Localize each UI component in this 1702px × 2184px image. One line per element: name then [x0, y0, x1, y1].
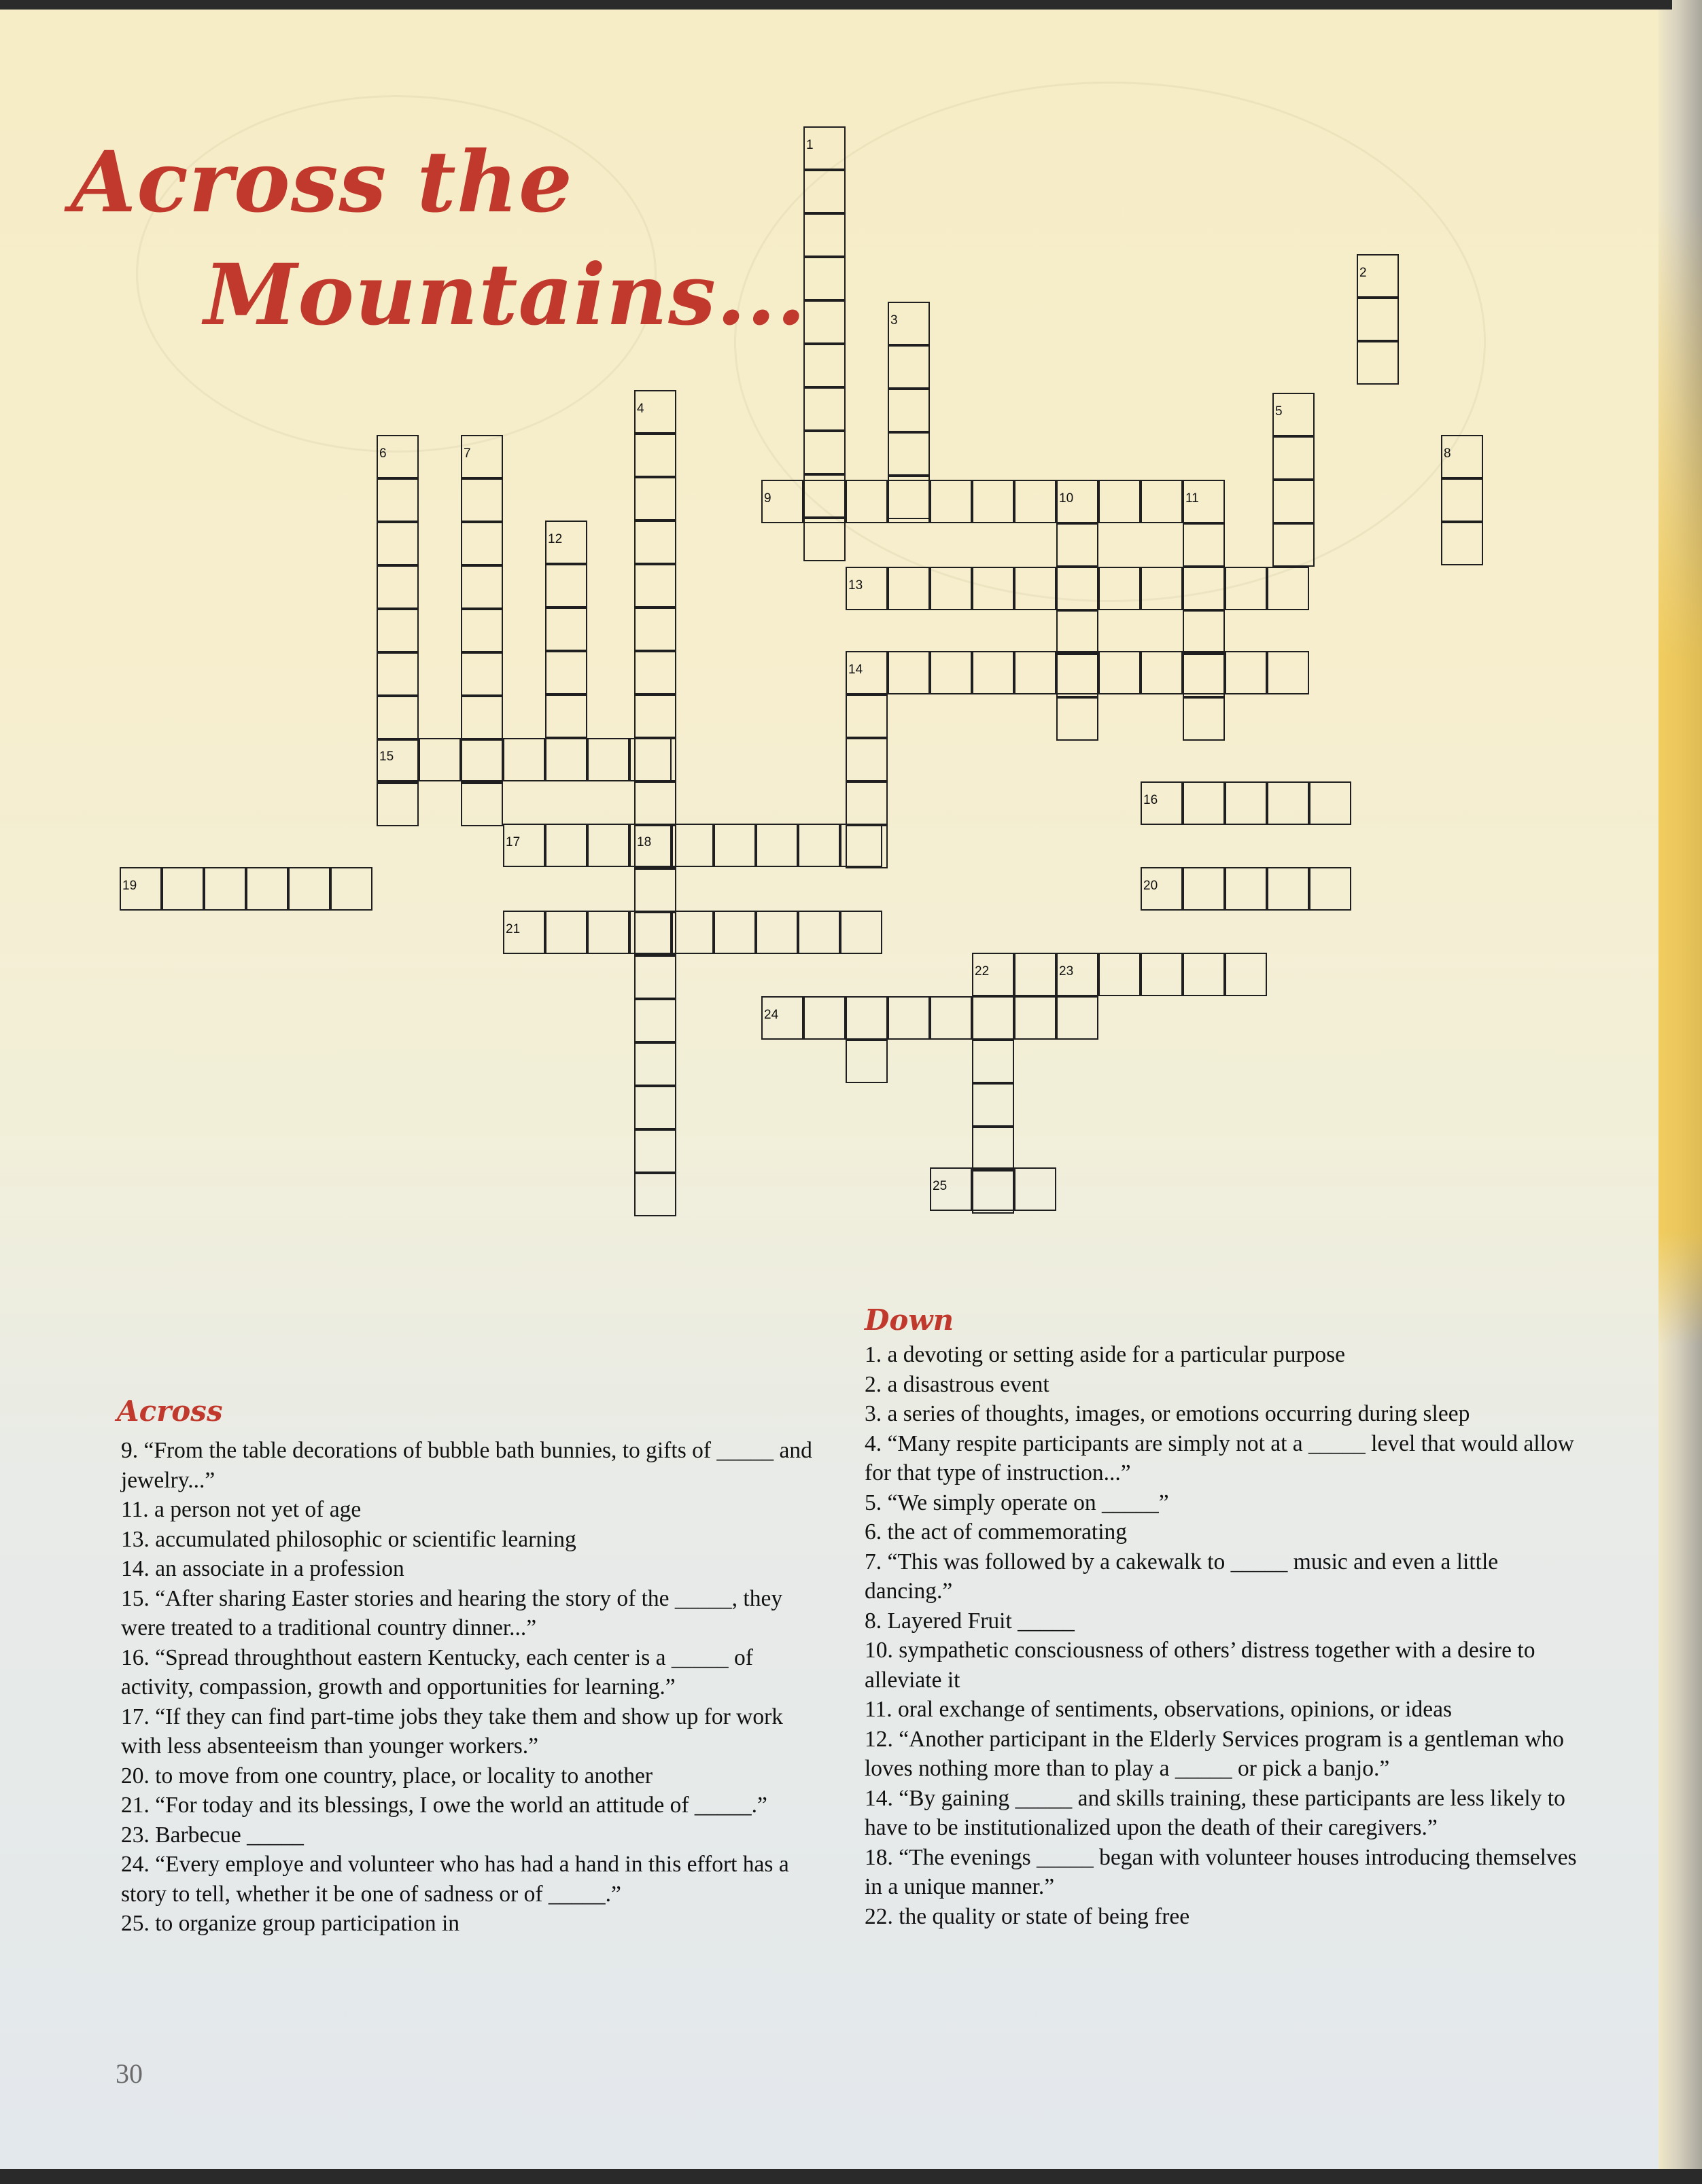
crossword-cell[interactable] — [1183, 610, 1225, 654]
crossword-cell[interactable] — [461, 522, 503, 565]
crossword-cell[interactable] — [1225, 567, 1267, 610]
clue-number: 15 — [379, 750, 394, 764]
crossword-cell[interactable] — [634, 1129, 676, 1173]
crossword-cell[interactable] — [377, 478, 419, 522]
crossword-cell[interactable] — [888, 480, 930, 523]
crossword-cell[interactable] — [461, 478, 503, 522]
down-clue: 6. the act of commemorating — [865, 1519, 1128, 1545]
crossword-cell[interactable] — [1141, 651, 1183, 694]
crossword-cell[interactable] — [1267, 867, 1309, 911]
crossword-cell[interactable] — [1183, 781, 1225, 825]
across-clue: 23. Barbecue _____ — [121, 1822, 304, 1848]
clue-number: 17 — [506, 835, 521, 849]
crossword-cell[interactable] — [1056, 523, 1098, 567]
crossword-cell[interactable] — [972, 567, 1014, 610]
crossword-cell[interactable] — [634, 521, 676, 564]
crossword-cell[interactable] — [1014, 651, 1056, 694]
crossword-cell[interactable] — [461, 565, 503, 609]
across-clue: 25. to organize group participation in — [121, 1911, 460, 1936]
crossword-cell[interactable] — [162, 867, 204, 911]
crossword-cell[interactable] — [503, 738, 545, 781]
crossword-cell[interactable] — [288, 867, 330, 911]
crossword-cell[interactable] — [330, 867, 372, 911]
crossword-cell[interactable] — [1225, 867, 1267, 911]
clue-number: 3 — [890, 313, 898, 328]
crossword-cell[interactable] — [1272, 480, 1315, 523]
across-clue: 14. an associate in a profession — [121, 1556, 404, 1581]
down-clue: 10. sympathetic consciousness of others’ distress together with a desire to alleviate it — [865, 1638, 1535, 1693]
crossword-cell[interactable] — [1014, 1167, 1056, 1211]
crossword-cell[interactable] — [1014, 480, 1056, 523]
crossword-cell[interactable] — [461, 696, 503, 739]
crossword-cell[interactable] — [803, 431, 846, 474]
crossword-cell[interactable] — [545, 824, 587, 867]
crossword-cell[interactable] — [1225, 781, 1267, 825]
down-clue: 22. the quality or state of being free — [865, 1903, 1190, 1929]
crossword-cell[interactable] — [1098, 651, 1141, 694]
crossword-cell[interactable] — [634, 781, 676, 825]
crossword-cell[interactable] — [634, 564, 676, 607]
clue-number: 8 — [1444, 446, 1451, 461]
crossword-cell[interactable] — [930, 567, 972, 610]
title-line-1: Across the — [71, 133, 573, 232]
crossword-cell[interactable] — [246, 867, 288, 911]
across-heading: Across — [117, 1394, 223, 1428]
clue-number: 10 — [1059, 491, 1074, 506]
crossword-cell[interactable] — [1014, 567, 1056, 610]
crossword-cell[interactable] — [972, 480, 1014, 523]
crossword-cell[interactable] — [1014, 953, 1056, 996]
down-clue: 5. “We simply operate on _____” — [865, 1490, 1169, 1515]
crossword-cell[interactable] — [756, 911, 798, 954]
crossword-cell[interactable] — [798, 911, 840, 954]
crossword-cell[interactable] — [634, 955, 676, 999]
crossword-cell[interactable] — [1056, 651, 1098, 694]
crossword-cell[interactable] — [1441, 478, 1483, 522]
crossword-cell[interactable] — [545, 694, 587, 738]
clue-number: 13 — [848, 578, 863, 593]
crossword-cell[interactable] — [930, 996, 972, 1040]
page-number: 30 — [116, 2058, 143, 2089]
crossword-cell[interactable] — [846, 1040, 888, 1083]
crossword-cell[interactable] — [377, 652, 419, 696]
crossword-cell[interactable] — [1357, 341, 1399, 385]
crossword-cell[interactable] — [1183, 523, 1225, 567]
crossword-cell[interactable] — [1183, 697, 1225, 741]
clue-number: 4 — [637, 402, 644, 416]
crossword-cell[interactable] — [634, 477, 676, 521]
across-clue: 11. a person not yet of age — [121, 1497, 362, 1522]
crossword-cell[interactable] — [1056, 697, 1098, 741]
down-clue: 18. “The evenings _____ began with volunteer houses introducing themselves in a unique manner.” — [865, 1844, 1577, 1899]
crossword-cell[interactable] — [803, 344, 846, 387]
scan-border-top — [0, 0, 1672, 10]
crossword-cell[interactable] — [545, 651, 587, 694]
crossword-cell[interactable] — [798, 824, 840, 867]
crossword-cell[interactable] — [634, 868, 676, 912]
crossword-cell[interactable] — [461, 652, 503, 696]
down-clue: 1. a devoting or setting aside for a particular purpose — [865, 1342, 1346, 1367]
crossword-cell[interactable] — [1267, 651, 1309, 694]
crossword-cell[interactable] — [972, 1167, 1014, 1211]
clue-number: 24 — [764, 1008, 779, 1022]
crossword-cell[interactable] — [756, 824, 798, 867]
crossword-cell[interactable] — [1183, 867, 1225, 911]
crossword-cell[interactable] — [1098, 953, 1141, 996]
clue-number: 19 — [122, 879, 137, 893]
crossword-cell[interactable] — [972, 1040, 1014, 1083]
crossword-cell[interactable] — [972, 996, 1014, 1040]
crossword-cell[interactable] — [803, 387, 846, 431]
crossword-cell[interactable] — [1309, 867, 1351, 911]
clue-number: 23 — [1059, 964, 1074, 979]
crossword-cell[interactable] — [1267, 781, 1309, 825]
across-clue: 16. “Spread throughthout eastern Kentucky, each center is a _____ of activity, compassion, growth and opportunities for learning.” — [121, 1644, 753, 1699]
clue-number: 16 — [1143, 793, 1158, 807]
crossword-cell[interactable] — [1014, 996, 1056, 1040]
crossword-cell[interactable] — [1183, 567, 1225, 610]
clue-number: 21 — [506, 922, 521, 936]
crossword-cell[interactable] — [803, 170, 846, 213]
crossword-cell[interactable] — [629, 911, 672, 954]
crossword-cell[interactable] — [1441, 522, 1483, 565]
crossword-cell[interactable] — [840, 911, 882, 954]
crossword-cell[interactable] — [846, 781, 888, 825]
across-clue-list — [121, 1436, 828, 1939]
crossword-cell[interactable] — [1357, 298, 1399, 341]
crossword-cell[interactable] — [803, 300, 846, 344]
across-clue: 24. “Every employe and volunteer who has had a hand in this effort has a story to tell, whether it be one of sadness or of _____.” — [121, 1852, 789, 1907]
crossword-cell[interactable] — [888, 345, 930, 389]
down-clue: 8. Layered Fruit _____ — [865, 1608, 1075, 1634]
crossword-cell[interactable] — [1272, 436, 1315, 480]
crossword-cell[interactable] — [461, 738, 503, 781]
crossword-cell[interactable] — [888, 432, 930, 476]
clue-number: 9 — [764, 491, 771, 506]
crossword-cell[interactable] — [587, 738, 629, 781]
crossword-cell[interactable] — [672, 824, 714, 867]
crossword-cell[interactable] — [634, 1086, 676, 1129]
crossword-cell[interactable] — [840, 824, 882, 867]
clue-number: 14 — [848, 663, 863, 677]
crossword-cell[interactable] — [1141, 567, 1183, 610]
crossword-cell[interactable] — [1183, 953, 1225, 996]
crossword-cell[interactable] — [1272, 523, 1315, 567]
crossword-cell[interactable] — [803, 257, 846, 300]
crossword-cell[interactable] — [803, 518, 846, 561]
clue-number: 22 — [975, 964, 990, 979]
page-gutter — [1658, 0, 1702, 2184]
crossword-cell[interactable] — [545, 564, 587, 607]
crossword-cell[interactable] — [204, 867, 246, 911]
across-clue: 15. “After sharing Easter stories and hearing the story of the _____, they were treated to a traditional country dinner...” — [121, 1585, 783, 1640]
crossword-cell[interactable] — [714, 911, 756, 954]
down-clue: 2. a disastrous event — [865, 1371, 1049, 1397]
crossword-cell[interactable] — [888, 651, 930, 694]
crossword-cell[interactable] — [545, 911, 587, 954]
across-clue: 17. “If they can find part-time jobs they take them and show up for work with less absenteeism than younger workers.” — [121, 1704, 784, 1759]
down-clue: 3. a series of thoughts, images, or emotions occurring during sleep — [865, 1401, 1470, 1426]
crossword-cell[interactable] — [377, 522, 419, 565]
crossword-cell[interactable] — [803, 213, 846, 257]
crossword-cell[interactable] — [1141, 953, 1183, 996]
crossword-cell[interactable] — [634, 694, 676, 738]
crossword-cell[interactable] — [972, 1083, 1014, 1127]
crossword-cell[interactable] — [1267, 567, 1309, 610]
across-clue: 21. “For today and its blessings, I owe the world an attitude of _____.” — [121, 1793, 767, 1818]
crossword-cell[interactable] — [587, 911, 629, 954]
crossword-cell[interactable] — [1225, 651, 1267, 694]
crossword-cell[interactable] — [888, 389, 930, 432]
crossword-cell[interactable] — [634, 607, 676, 651]
clue-number: 25 — [933, 1179, 948, 1193]
crossword-cell[interactable] — [419, 738, 461, 781]
clue-number: 5 — [1275, 404, 1283, 419]
across-clue: 9. “From the table decorations of bubble bath bunnies, to gifts of _____ and jewelry...” — [121, 1438, 812, 1493]
crossword-cell[interactable] — [629, 738, 672, 781]
crossword-cell[interactable] — [545, 738, 587, 781]
clue-number: 11 — [1185, 491, 1199, 506]
clue-number: 2 — [1359, 266, 1367, 280]
clue-number: 18 — [637, 835, 652, 849]
crossword-cell[interactable] — [1056, 996, 1098, 1040]
crossword-cell[interactable] — [1056, 567, 1098, 610]
down-clue: 7. “This was followed by a cakewalk to _____ music and even a little dancing.” — [865, 1549, 1499, 1604]
down-clue: 4. “Many respite participants are simply not at a _____ level that would allow for that type of instruction...” — [865, 1430, 1574, 1485]
crossword-cell[interactable] — [634, 1042, 676, 1086]
crossword-cell[interactable] — [1098, 480, 1141, 523]
crossword-cell[interactable] — [846, 480, 888, 523]
clue-number: 6 — [379, 446, 387, 461]
crossword-cell[interactable] — [634, 999, 676, 1042]
crossword-cell[interactable] — [930, 651, 972, 694]
across-clue: 20. to move from one country, place, or locality to another — [121, 1763, 653, 1789]
clue-number: 7 — [464, 446, 471, 461]
crossword-cell[interactable] — [930, 480, 972, 523]
crossword-cell[interactable] — [846, 738, 888, 781]
down-clue: 11. oral exchange of sentiments, observations, opinions, or ideas — [865, 1697, 1452, 1722]
crossword-cell[interactable] — [972, 1127, 1014, 1170]
crossword-cell[interactable] — [846, 996, 888, 1040]
crossword-cell[interactable] — [803, 480, 846, 523]
crossword-cell[interactable] — [461, 609, 503, 652]
crossword-cell[interactable] — [714, 824, 756, 867]
crossword-cell[interactable] — [587, 824, 629, 867]
crossword-cell[interactable] — [888, 567, 930, 610]
crossword-cell[interactable] — [888, 996, 930, 1040]
down-clue: 12. “Another participant in the Elderly Services program is a gentleman who loves nothing more than to play a _____ or pick a banjo.” — [865, 1726, 1564, 1781]
clue-number: 20 — [1143, 879, 1158, 893]
down-heading: Down — [865, 1303, 954, 1337]
crossword-cell[interactable] — [672, 911, 714, 954]
crossword-cell[interactable] — [377, 609, 419, 652]
crossword-cell[interactable] — [377, 565, 419, 609]
crossword-cell[interactable] — [1098, 567, 1141, 610]
crossword-cell[interactable] — [846, 694, 888, 738]
clue-number: 1 — [806, 138, 814, 152]
title-line-2: Mountains... — [204, 246, 807, 345]
crossword-cell[interactable] — [377, 696, 419, 739]
crossword-cell[interactable] — [1056, 610, 1098, 654]
across-clue: 13. accumulated philosophic or scientific learning — [121, 1526, 576, 1552]
crossword-cell[interactable] — [803, 996, 846, 1040]
crossword-cell[interactable] — [377, 783, 419, 826]
crossword-cell[interactable] — [634, 651, 676, 694]
crossword-cell[interactable] — [972, 651, 1014, 694]
crossword-cell[interactable] — [634, 1173, 676, 1216]
clue-number: 12 — [548, 532, 563, 546]
down-clue: 14. “By gaining _____ and skills training, these participants are less likely to have to be institutionalized upon the death of their caregivers.” — [865, 1785, 1565, 1840]
scan-border-bottom — [0, 2169, 1702, 2184]
crossword-cell[interactable] — [461, 783, 503, 826]
crossword-cell[interactable] — [1309, 781, 1351, 825]
crossword-cell[interactable] — [634, 434, 676, 477]
crossword-cell[interactable] — [1225, 953, 1267, 996]
crossword-cell[interactable] — [545, 607, 587, 651]
crossword-cell[interactable] — [1183, 651, 1225, 694]
down-clue-list — [865, 1340, 1585, 1931]
crossword-cell[interactable] — [1141, 480, 1183, 523]
